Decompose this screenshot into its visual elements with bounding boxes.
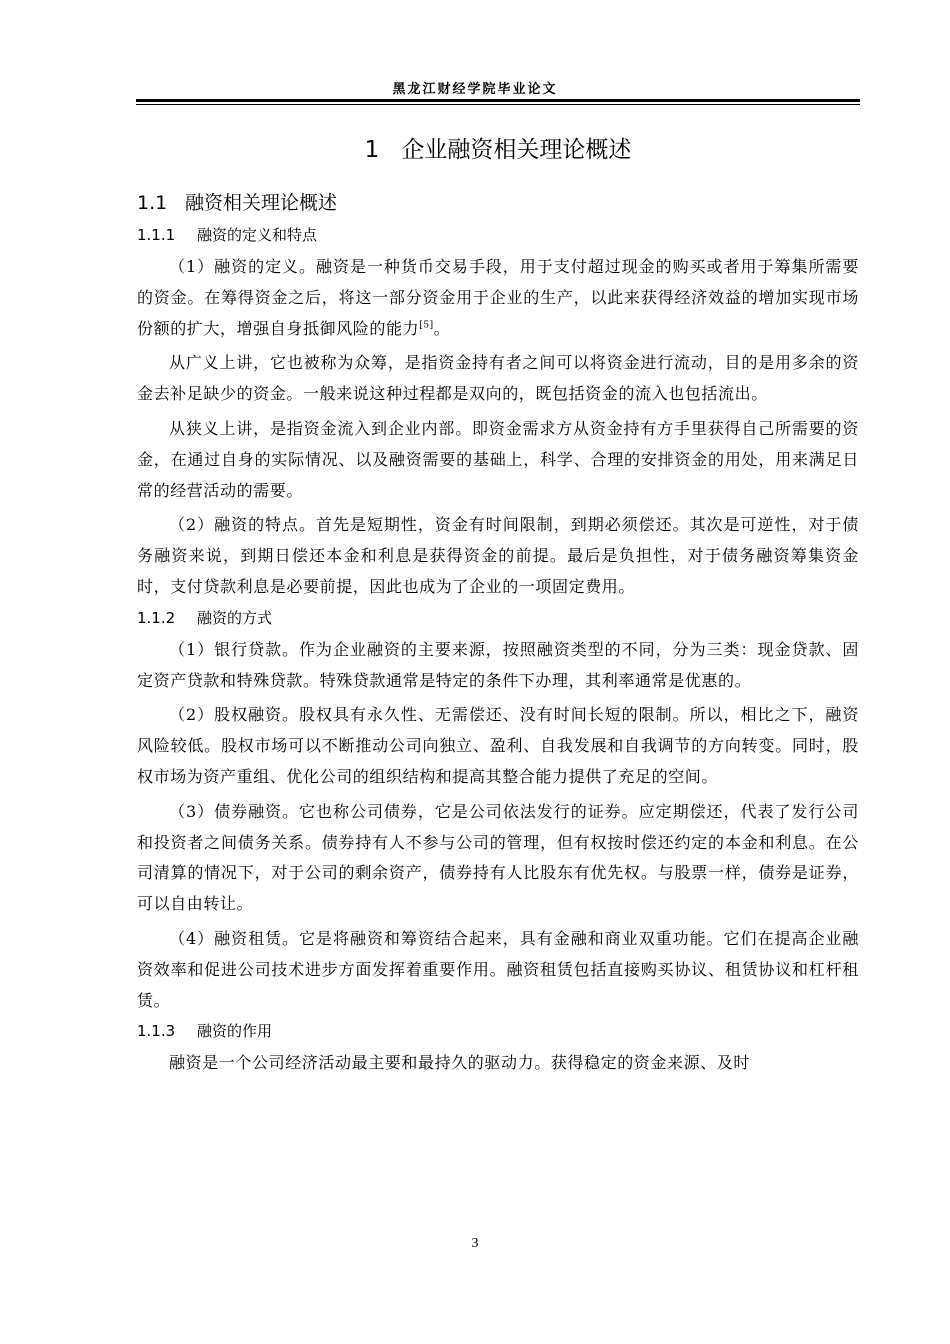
section-title: 融资相关理论概述 [185,192,338,214]
chapter-number: 1 [364,137,380,163]
paragraph [137,252,859,344]
section-heading [137,190,859,216]
paragraph: （2）股权融资。股权具有永久性、无需偿还、没有时间长短的限制。所以，相比之下，融资风险较低。股权市场可以不断推动公司向独立、盈利、自我发展和自我调节的方向转变。同时，股权市场为资产重组、优化公司的组织结构和提高其整合能力提供了充足的空间。 [137,705,859,786]
paragraph: （3）债券融资。它也称公司债券，它是公司依法发行的证券。应定期偿还，代表了发行公司和投资者之间债务关系。债券持有人不参与公司的管理，但有权按时偿还约定的本金和利息。在公司清算的情况下，对于公司的剩余资产，债券持有人比股东有优先权。与股票一样，债券是证券，可以自由转让。 [137,801,859,914]
header-rule-thick [136,99,860,102]
paragraph: 从狭义上讲，是指资金流入到企业内部。即资金需求方从资金持有方手里获得自己所需要的资金，在通过自身的实际情况、以及融资需要的基础上，科学、合理的安排资金的用处，用来满足日常的经营活动的需要。 [137,418,859,500]
body-content [137,128,859,1083]
section-number: 1.1 [137,192,168,214]
paragraph: （4）融资租赁。它是将融资和筹资结合起来，具有金融和商业双重功能。它们在提高企业融资效率和促进公司技术进步方面发挥着重要作用。融资租赁包括直接购买协议、租赁协议和杠杆租赁。 [137,928,859,1010]
citation-reference: [5] [419,320,434,331]
paragraph: （2）融资的特点。首先是短期性，资金有时间限制，到期必须偿还。其次是可逆性，对于债务融资来说，到期日偿还本金和利息是获得资金的前提。最后是负担性，对于债务融资筹集资金时，支付贷款利息是必要前提，因此也成为了企业的一项固定费用。 [137,515,859,596]
subsection-title: 融资的方式 [197,608,273,627]
chapter-heading [137,134,859,166]
paragraph: （1）银行贷款。作为企业融资的主要来源，按照融资类型的不同，分为三类：现金贷款、固定资产贷款和特殊贷款。特殊贷款通常是特定的条件下办理，其利率通常是优惠的。 [137,639,859,690]
subsection-title: 融资的定义和特点 [197,226,318,244]
sentence-end: 。 [433,318,451,338]
running-header: 黑龙江财经学院毕业论文 [392,82,558,97]
subsection-heading [137,607,859,629]
subsection-number: 1.1.2 [137,608,176,627]
paragraph: 从广义上讲，它也被称为众筹，是指资金持有者之间可以将资金进行流动，目的是用多余的资金去补足缺少的资金。一般来说这种过程都是双向的，既包括资金的流入也包括流出。 [137,353,859,404]
subsection-title: 融资的作用 [197,1022,273,1041]
paragraph: 融资是一个公司经济活动最主要和最持久的驱动力。获得稳定的资金来源、及时 [169,1053,751,1073]
header-rule-thin [136,104,860,105]
chapter-title: 企业融资相关理论概述 [401,137,632,163]
paragraph-text: （1）融资的定义。融资是一种货币交易手段，用于支付超过现金的购买或者用于筹集所需要的资金。在筹得资金之后，将这一部分资金用于企业的生产，以此来获得经济效益的增加实现市场份额的扩大，增强自身抵御风险的能力 [137,257,859,338]
subsection-heading [137,224,859,246]
subsection-heading [137,1020,859,1042]
subsection-number: 1.1.3 [137,1022,176,1041]
subsection-number: 1.1.1 [137,226,176,244]
page-number: 3 [471,1236,479,1251]
